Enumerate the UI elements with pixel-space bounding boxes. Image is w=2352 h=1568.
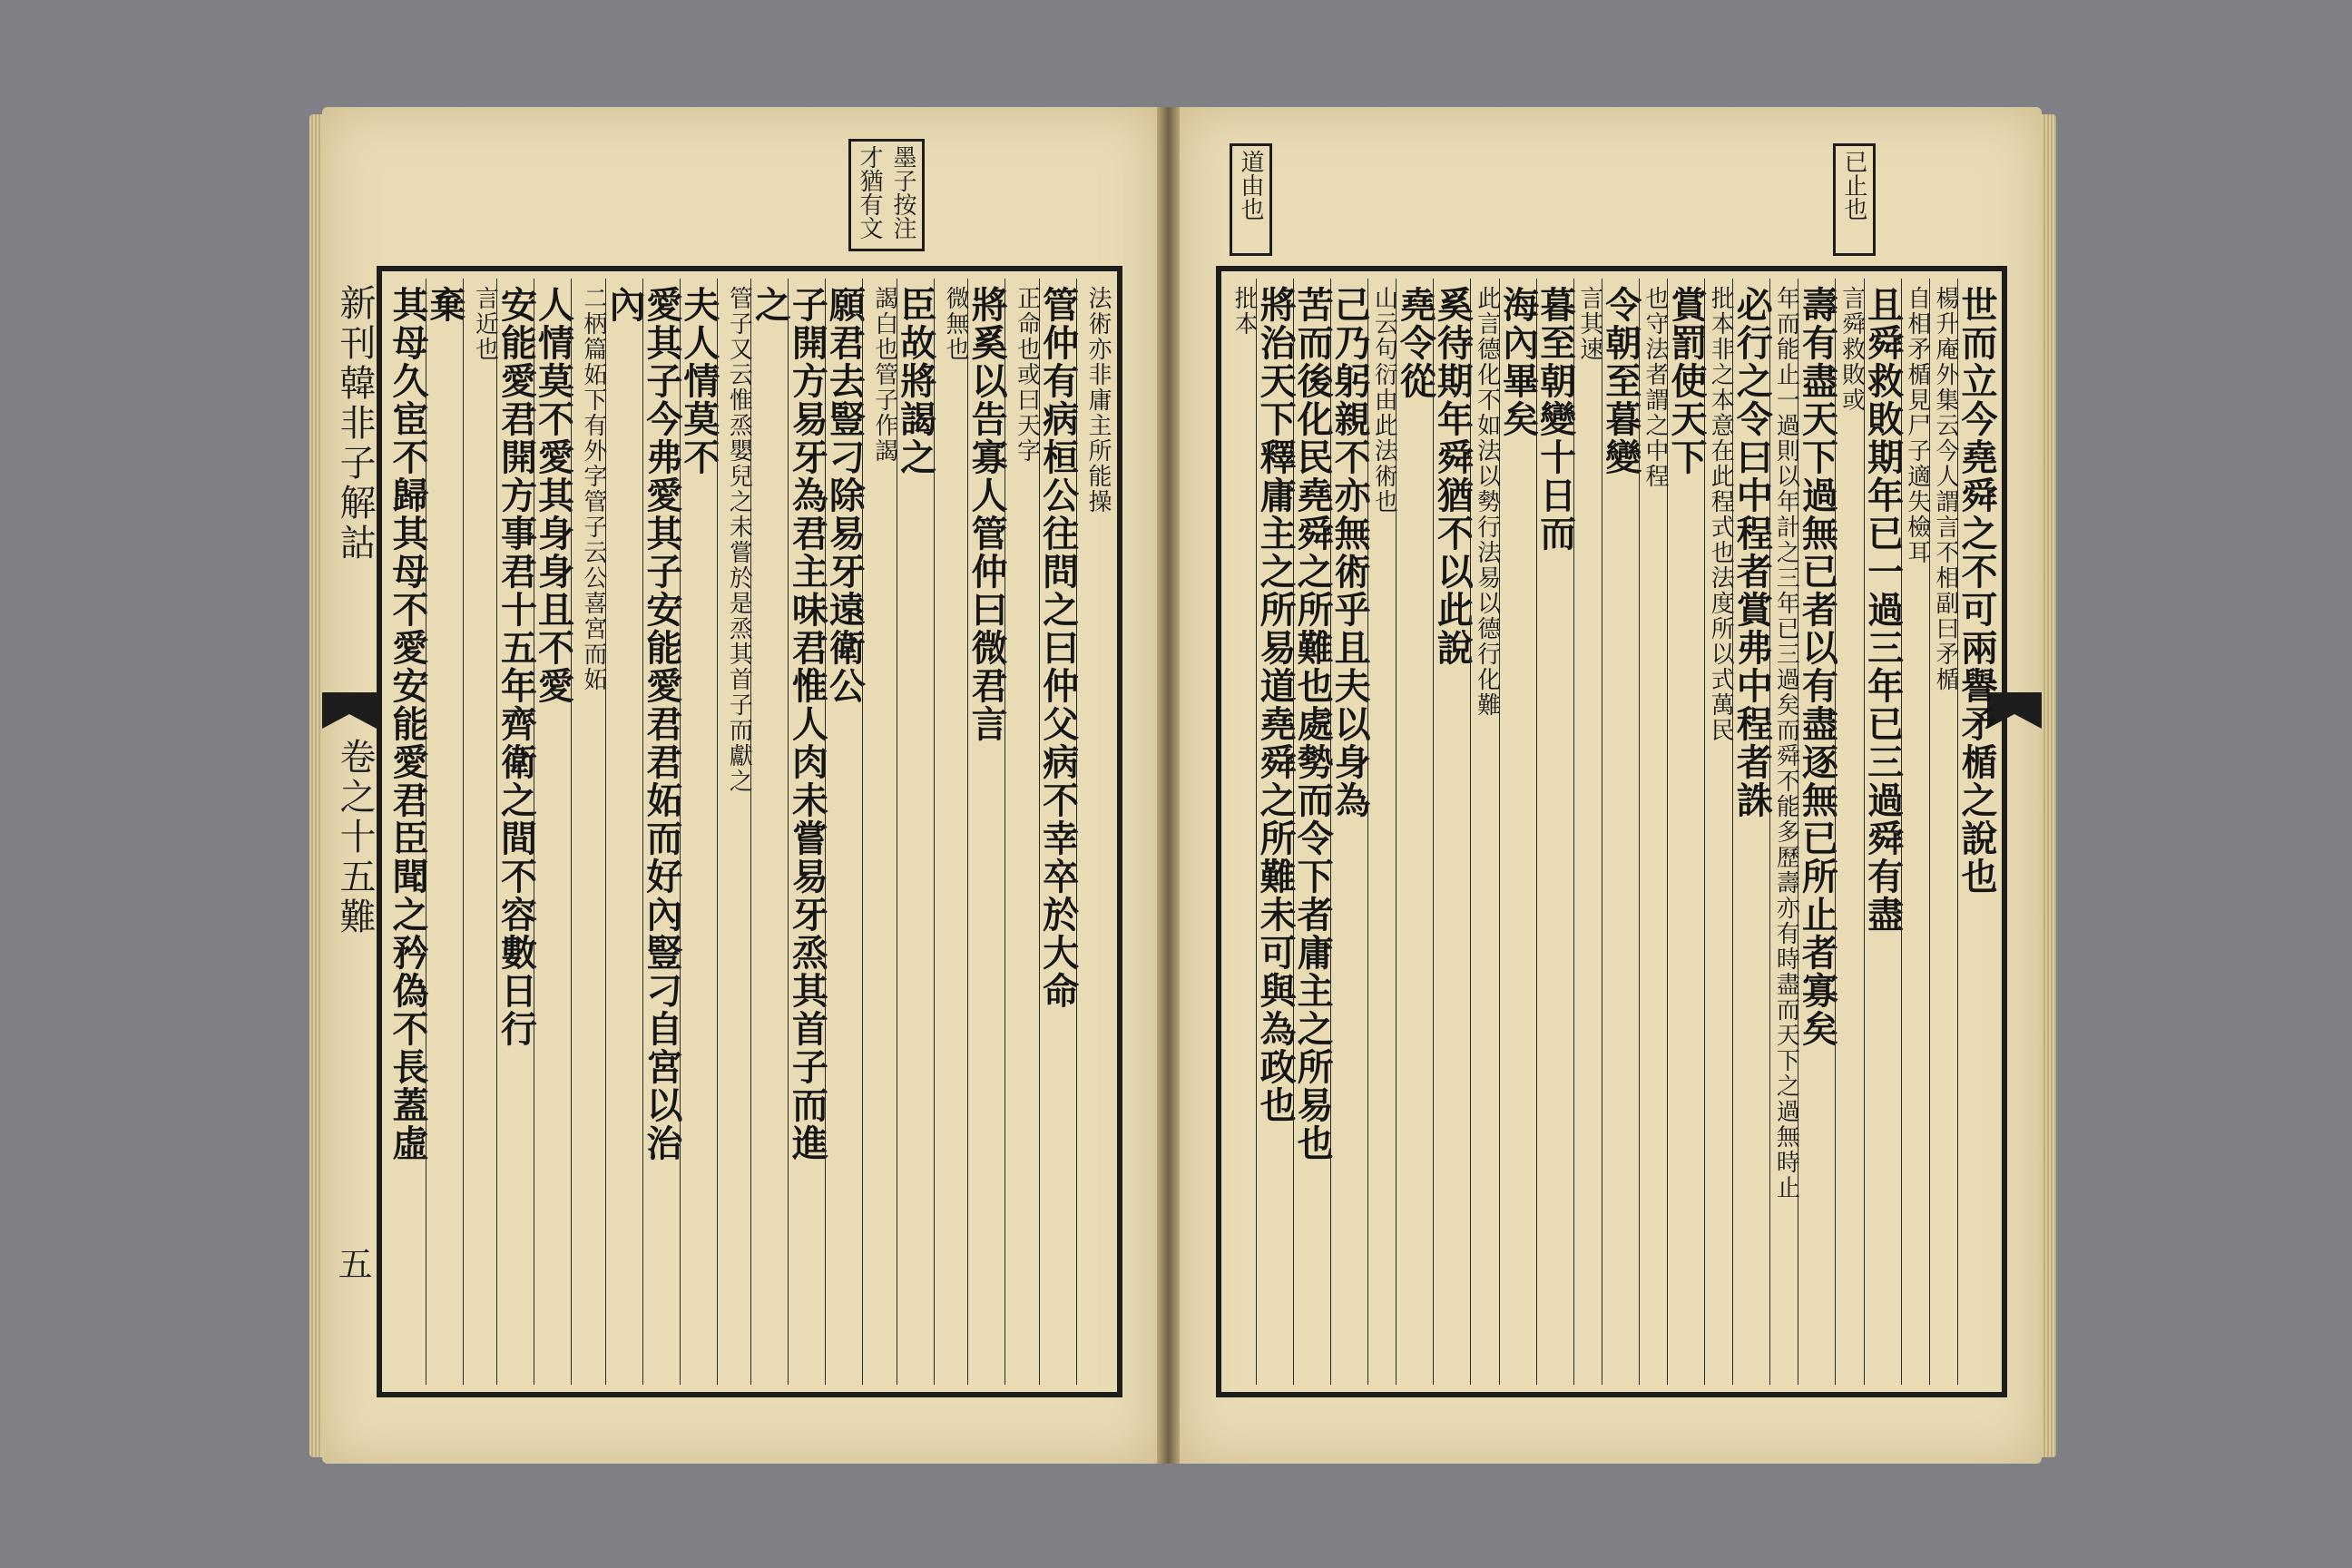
text-column: 海內畢矣 [1499, 279, 1536, 1385]
text-column: 己乃躬親不亦無術乎且夫以身為 [1330, 279, 1367, 1385]
text-column: 且舜救敗期年已一過三年已三過舜有盡 [1864, 279, 1901, 1385]
book-gutter [1157, 107, 1180, 1464]
text-column: 法術亦非庸主所能操 [1076, 279, 1110, 1385]
text-column: 言近也 [463, 279, 496, 1385]
text-column: 愛其子今弗愛其子安能愛君君妬而好內豎刁自宮以治 [642, 279, 680, 1385]
text-column: 必行之令曰中程者賞弗中程者誅 [1732, 279, 1769, 1385]
text-column: 願君去豎刁除易牙遠衛公 [825, 279, 862, 1385]
page-edges-right [2042, 114, 2056, 1457]
text-column: 管子又云惟烝嬰兒之未嘗於是烝其首子而獻之 [717, 279, 750, 1385]
text-column: 苦而後化民堯舜之所難也處勢而令下者庸主之所易也 [1293, 279, 1330, 1385]
text-column: 微無也 [934, 279, 967, 1385]
text-column: 此言德化不如法以勢行法易以德行化難 [1470, 279, 1498, 1385]
text-column: 子開方易牙為君主味君惟人肉未嘗易牙烝其首子而進 [788, 279, 825, 1385]
headnote-left: 道由也 [1230, 143, 1272, 256]
headnote: 墨子按注才猶有文 [848, 139, 925, 251]
text-column: 年而能止一過則以年計之三年已三過矣而舜不能多歷壽亦有時盡而天下之過無時止 [1769, 279, 1798, 1385]
text-columns [1229, 279, 1998, 1385]
fishtail-mark [322, 692, 377, 729]
text-column: 楊升庵外集云今人謂言不相副曰矛楯 [1929, 279, 1957, 1385]
text-column: 安能愛君開方事君十五年齊衛之間不容數日行 [496, 279, 534, 1385]
text-column: 自相矛楯見尸子適失檢耳 [1901, 279, 1929, 1385]
text-column: 批本非之本意在此程式也法度所以式萬民 [1704, 279, 1732, 1385]
text-column: 棄 [426, 279, 463, 1385]
text-column: 將治天下釋庸主之所易道堯舜之所難未可與為政也 [1256, 279, 1293, 1385]
text-columns [389, 279, 1110, 1385]
text-column: 管仲有病桓公往問之曰仲父病不幸卒於大命 [1039, 279, 1076, 1385]
text-column: 謁白也管子作謁 [862, 279, 896, 1385]
text-column: 世而立今堯舜之不可兩譽矛楯之說也 [1957, 279, 1994, 1385]
book-title: 新刊韓非子解詁 [334, 284, 376, 564]
text-column: 堯令從 [1396, 279, 1433, 1385]
text-column: 將奚以告寡人管仲曰微君言 [967, 279, 1004, 1385]
left-page [322, 107, 1157, 1464]
text-column: 人情莫不愛其身身且不愛 [534, 279, 571, 1385]
text-column: 暮至朝變十日而 [1536, 279, 1573, 1385]
text-column: 言其速 [1573, 279, 1602, 1385]
open-book [322, 107, 2042, 1464]
page-number: 五 [332, 1246, 372, 1280]
text-column: 臣故將謁之 [897, 279, 934, 1385]
text-column: 批本 [1230, 286, 1259, 337]
text-column: 二柄篇妬下有外字管子云公喜宮而妬 [571, 279, 604, 1385]
page-edges-left [309, 114, 322, 1457]
text-column: 山云句衍由此法術也 [1367, 279, 1396, 1385]
text-column: 言舜救敗或 [1835, 279, 1863, 1385]
text-column: 其母久宦不歸其母不愛安能愛君臣聞之矜偽不長蓋虛 [387, 286, 430, 1162]
page-margin-tab [322, 266, 377, 1387]
text-column: 之 [750, 279, 788, 1385]
headnote-right: 已止也 [1833, 143, 1876, 256]
text-column: 夫人情莫不 [680, 279, 717, 1385]
volume-label: 卷之十五難 [334, 738, 376, 937]
text-column: 壽有盡天下過無已者以有盡逐無已所止者寡矣 [1798, 279, 1835, 1385]
text-frame [1216, 266, 2007, 1397]
text-column: 奚待期年舜猶不以此說 [1433, 279, 1470, 1385]
text-column: 令朝至暮變 [1602, 279, 1639, 1385]
text-column: 賞罰使天下 [1667, 279, 1704, 1385]
text-column: 也守法者謂之中程 [1639, 279, 1667, 1385]
text-column: 內 [605, 279, 642, 1385]
text-column: 正命也或曰天字 [1004, 279, 1038, 1385]
text-frame [377, 266, 1122, 1397]
right-page [1180, 107, 2042, 1464]
